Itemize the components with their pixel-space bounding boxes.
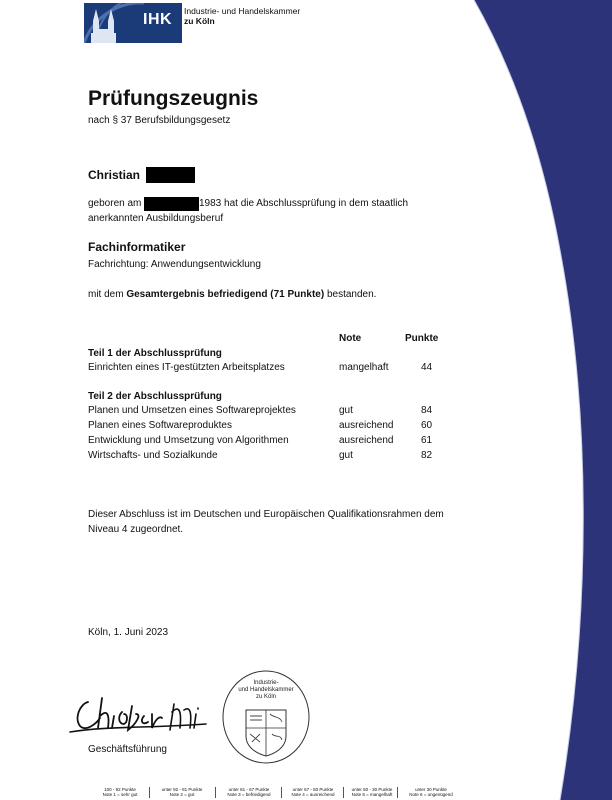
grade-scale-divider	[343, 787, 344, 798]
grade-scale-divider	[149, 787, 150, 798]
grade-scale-label: Note 1 = sehr gut	[102, 792, 138, 797]
seal-line3: zu Köln	[255, 694, 277, 700]
specialization: Fachrichtung: Anwendungsentwicklung	[88, 259, 261, 270]
grade-scale-range: unter 92 - 81 Punkte	[161, 787, 203, 792]
grade-points: 60	[421, 420, 433, 431]
grade-scale-label: Note 3 = befriedigend	[227, 792, 271, 797]
column-header-note: Note	[339, 333, 362, 344]
candidate-first-name: Christian	[88, 168, 141, 182]
redacted-surname	[146, 167, 195, 183]
grade-scale-item	[346, 787, 398, 797]
result-suffix: bestanden.	[324, 289, 377, 300]
part1-title: Teil 1 der Abschlussprüfung	[88, 348, 222, 359]
grade-scale-label: Note 4 = ausreichend	[291, 792, 335, 797]
place-and-date: Köln, 1. Juni 2023	[88, 627, 169, 638]
grade-scale-divider	[397, 787, 398, 798]
signature-role: Geschäftsführung	[88, 744, 167, 755]
qualification-note-line2: Niveau 4 zugeordnet.	[88, 524, 184, 535]
profession: Fachinformatiker	[88, 240, 186, 254]
grade-scale-range: unter 81 - 67 Punkte	[228, 787, 270, 792]
grade-points: 84	[421, 405, 433, 416]
grade-scale-label: Note 2 = gut	[169, 792, 195, 797]
grade-note: gut	[339, 405, 353, 416]
official-seal	[222, 670, 310, 764]
born-prefix: geboren am	[88, 198, 142, 209]
part2-title: Teil 2 der Abschlussprüfung	[88, 391, 222, 402]
grade-points: 44	[421, 362, 433, 373]
grade-scale-label: Note 5 = mangelhaft	[351, 792, 393, 797]
seal-line1: Industrie-	[253, 680, 279, 686]
grade-scale-divider	[281, 787, 282, 798]
grade-scale-item	[284, 787, 342, 797]
grade-scale-range: unter 30 Punkte	[415, 787, 447, 792]
grade-scale-divider	[215, 787, 216, 798]
document-subtitle: nach § 37 Berufsbildungsgesetz	[88, 115, 231, 126]
org-name-line2: zu Köln	[184, 16, 215, 26]
grade-scale-range: 100 - 92 Punkte	[104, 787, 136, 792]
born-text-line2: anerkannten Ausbildungsberuf	[88, 213, 224, 224]
redacted-birthdate	[144, 197, 199, 211]
result-grade: Gesamtergebnis befriedigend (71 Punkte)	[126, 289, 325, 300]
result-prefix: mit dem	[88, 289, 127, 300]
grade-scale-range: unter 67 - 50 Punkte	[292, 787, 334, 792]
column-header-points: Punkte	[405, 333, 439, 344]
grade-scale-item	[152, 787, 212, 797]
grade-subject: Planen eines Softwareproduktes	[88, 420, 232, 431]
grade-subject: Planen und Umsetzen eines Softwareprojektes	[88, 405, 296, 416]
born-text: 1983 hat die Abschlussprüfung in dem staatlich	[199, 198, 409, 209]
qualification-note-line1: Dieser Abschluss ist im Deutschen und Europäischen Qualifikationsrahmen dem	[88, 509, 444, 520]
grade-subject: Einrichten eines IT-gestützten Arbeitsplatzes	[88, 362, 285, 373]
overall-result	[88, 289, 376, 300]
grade-scale-label: Note 6 = ungenügend	[409, 792, 453, 797]
grade-scale-item	[92, 787, 148, 797]
seal-line2: und Handelskammer	[238, 687, 294, 693]
ihk-logo	[84, 3, 182, 43]
grade-points: 82	[421, 450, 433, 461]
handwritten-signature	[66, 688, 216, 738]
grade-subject: Entwicklung und Umsetzung von Algorithmen	[88, 435, 289, 446]
grade-scale-range: unter 50 - 30 Punkte	[351, 787, 393, 792]
document-title: Prüfungszeugnis	[88, 87, 259, 110]
grade-note: ausreichend	[339, 420, 394, 431]
grade-subject: Wirtschafts- und Sozialkunde	[88, 450, 218, 461]
grade-note: gut	[339, 450, 353, 461]
org-name-line1: Industrie- und Handelskammer	[184, 6, 301, 16]
grade-note: mangelhaft	[339, 362, 389, 373]
grade-scale-item	[400, 787, 462, 797]
grade-note: ausreichend	[339, 435, 394, 446]
grade-scale-item	[218, 787, 280, 797]
logo-abbreviation: IHK	[143, 11, 173, 28]
grade-points: 61	[421, 435, 433, 446]
